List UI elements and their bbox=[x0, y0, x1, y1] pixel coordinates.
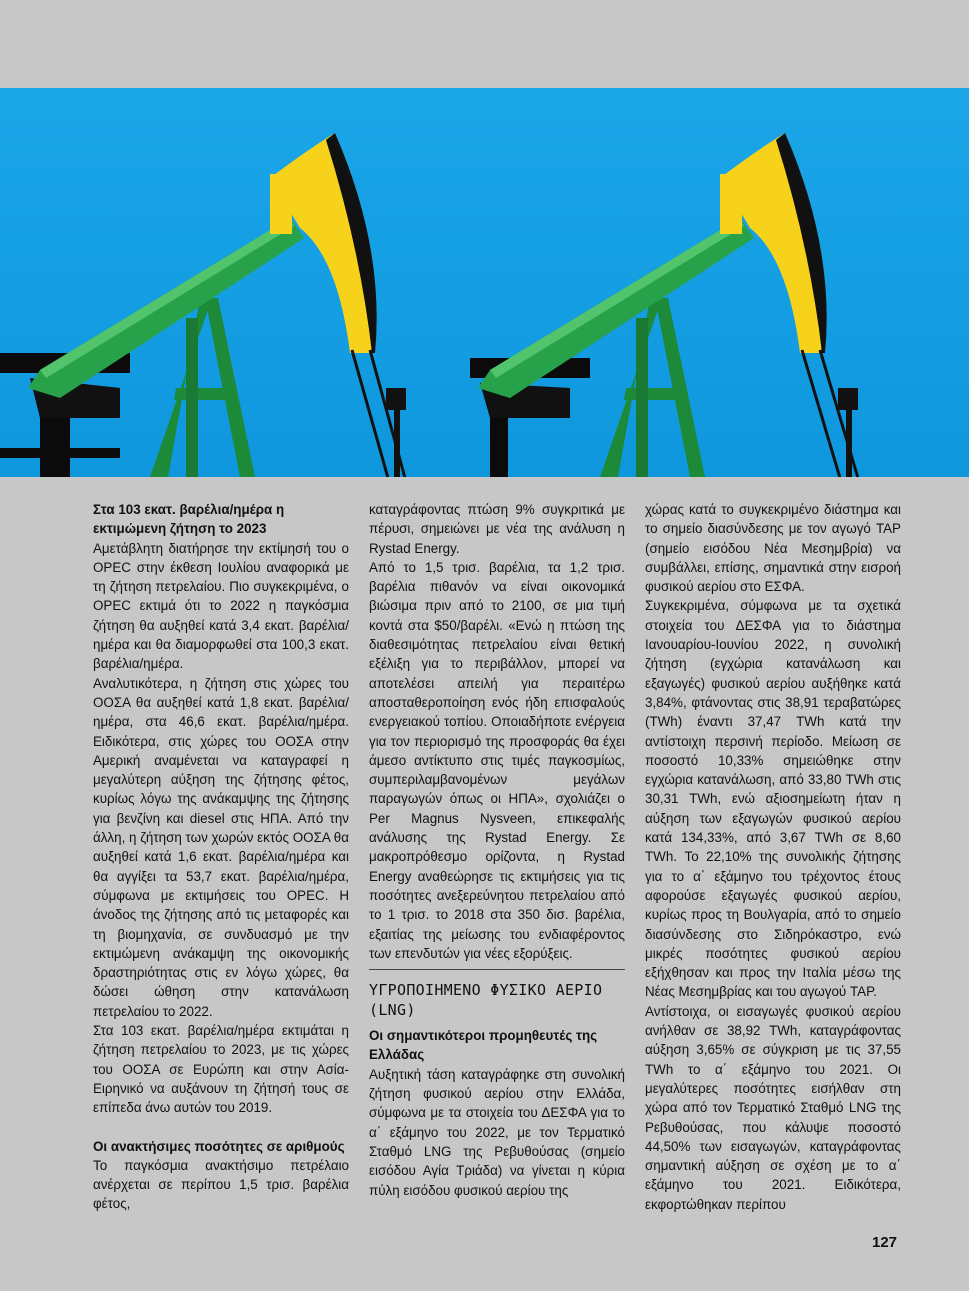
subheading-suppliers: Οι σημαντικότεροι προμηθευτές της Ελλάδας bbox=[369, 1028, 598, 1063]
text-column-2 bbox=[369, 500, 625, 1200]
subheading-demand-2023: Στα 103 εκατ. βαρέλια/ημέρα η εκτιμώμενη ζήτηση το 2023 bbox=[93, 502, 285, 537]
paragraph: Αμετάβλητη διατήρησε την εκτίμησή του ο OPEC στην έκθεση Ιουλίου αναφορικά με τη ζήτηση πετρελαίου. Πιο συγκεκριμένα, ο OPEC εκτιμά ότι το 2022 η παγκόσμια ζήτηση θα αυξηθεί κατά 3,4 εκατ. βαρέλια/ημέρα και θα διαμορφωθεί στα 100,3 εκατ. βαρέλια/ημέρα. bbox=[93, 540, 349, 672]
paragraph: Αναλυτικότερα, η ζήτηση στις χώρες του ΟΟΣΑ θα αυξηθεί κατά 1,8 εκατ. βαρέλια/ημέρα, στα 46,6 εκατ. βαρέλια/ημέρα. Ειδικότερα, στις χώρες του ΟΟΣΑ στην Αμερική αναμένεται να καταγραφεί η μεγαλύτερη αύξηση της ζήτησης φέτος, κυρίως λόγω της ανάκαμψης της ζήτησης για βενζίνη και diesel στις ΗΠΑ. Από την άλλη, η ζήτηση των χωρών εκτός ΟΟΣΑ θα αυξηθεί κατά 1,6 εκατ. βαρέλια/ημέρα και θα αγγίξει τα 53,7 εκατ. βαρέλια/ημέρα, σύμφωνα με εκτιμήσεις του OPEC. Η άνοδος της ζήτησης από τις μεταφορές και τη βιομηχανία, σε συνδυασμό με την εκτιμώμενη ανάκαμψη της οικονομικής δραστηριότητας στις εν λόγω χώρες, θα δώσει ώθηση στην κατανάλωση πετρελαίου το 2022. bbox=[93, 675, 349, 1019]
paragraph: Συγκεκριμένα, σύμφωνα με τα σχετικά στοιχεία του ΔΕΣΦΑ για το διάστημα Ιανουαρίου-Ιουνίου 2022, η συνολική ζήτηση (εγχώρια κατανάλωση και εξαγωγές) φυσικού αερίου αυξήθηκε κατά 3,84%, φτάνοντας στις 38,91 τεραβατώρες (TWh) έναντι 37,47 TWh κατά την αντίστοιχη περσινή περίοδο. Μείωση σε ποσοστό 10,33% σημειώθηκε στην εγχώρια κατανάλωση, από 33,80 TWh στις 30,31 TWh, ενώ αξιοσημείωτη ήταν η αύξηση των εξαγωγών φυσικού αερίου κατά 134,33%, από 3,67 TWh σε 8,60 TWh. Το 22,10% της συνολικής ζήτησης για το α΄ εξάμηνο του τρέχοντος έτους αφορούσε εξαγωγές φυσικού αερίου, κυρίως προς τη Βουλγαρία, από το σημείο διασύνδεσης στο Σιδηρόκαστρο, ενώ μικρές ποσότητες φυσικού αερίου εξήχθησαν και προς την Ιταλία μέσω της Νέας Μεσημβρίας και του αγωγού TAP. bbox=[645, 598, 901, 1000]
paragraph: Από το 1,5 τρισ. βαρέλια, τα 1,2 τρισ. βαρέλια πιθανόν να είναι οικονομικά βιώσιμα πριν από το 2100, σε μια τιμή κοντά στα $50/βαρέλι. «Ενώ η πτώση της διαθεσιμότητας πετρελαίου είναι θετική εξέλιξη για το περιβάλλον, μπορεί να αποτελέσει απειλή για περαιτέρω αποσταθεροποίηση ενός ήδη επισφαλούς ενεργειακού τοπίου. Οποιαδήποτε ενέργεια για τον περιορισμό της προσφοράς θα έχει άμεσο αντίκτυπο στις τιμές παγκοσμίως, συμπεριλαμβανομένων μεγάλων παραγωγών όπως οι ΗΠΑ», σχολιάζει ο Per Magnus Nysveen, επικεφαλής ανάλυσης της Rystad Energy. Σε μακροπρόθεσμο ορίζοντα, η Rystad Energy αναθεώρησε τις εκτιμήσεις για τις ποσότητες ανεξερεύνητου πετρελαίου από το 1 τρισ. το 2018 στα 350 δισ. βαρέλια, εξαιτίας της μείωσης του ενδιαφέροντος των επενδυτών για νέες εξορύξεις. bbox=[369, 559, 625, 961]
paragraph: Αυξητική τάση καταγράφηκε στη συνολική ζήτηση φυσικού αερίου στην Ελλάδα, σύμφωνα με τα στοιχεία του ΔΕΣΦΑ για το α΄ εξάμηνο του 2022, με τον Τερματικό Σταθμό LNG της Ρεβυθούσας (σημείο εισόδου Αγία Τριάδα) να γίνεται η κύρια πύλη εισόδου φυσικού αερίου της bbox=[369, 1066, 625, 1198]
hero-image bbox=[0, 88, 969, 477]
section-divider bbox=[369, 969, 625, 970]
text-column-1 bbox=[93, 500, 349, 1214]
page-number: 127 bbox=[872, 1234, 898, 1251]
paragraph: Το παγκόσμια ανακτήσιμο πετρέλαιο ανέρχεται σε περίπου 1,5 τρισ. βαρέλια φέτος, bbox=[93, 1157, 349, 1212]
paragraph: καταγράφοντας πτώση 9% συγκριτικά με πέρυσι, σημειώνει με νέα της ανάλυση η Rystad Energy. bbox=[369, 502, 625, 556]
paragraph: χώρας κατά το συγκεκριμένο διάστημα και το σημείο διασύνδεσης με τον αγωγό TAP (σημείο εισόδου Νέα Μεσημβρία) να συμβάλλει, επίσης, σημαντικά στην εισροή φυσικού αερίου στο ΕΣΦΑ. bbox=[645, 502, 901, 595]
section-title-lng: ΥΓΡΟΠΟΙΗΜΕΝΟ ΦΥΣΙΚΟ ΑΕΡΙΟ (LNG) bbox=[369, 981, 603, 1020]
subheading-recoverable-quantities: Οι ανακτήσιμες ποσότητες σε αριθμούς bbox=[93, 1138, 345, 1154]
paragraph: Αντίστοιχα, οι εισαγωγές φυσικού αερίου ανήλθαν σε 38,92 TWh, καταγράφοντας αύξηση 3,65% σε σύγκριση με τις 37,55 TWh το α΄ εξάμηνο του 2021. Οι μεγαλύτερες ποσότητες εισήλθαν στη χώρα από τον Τερματικό Σταθμό LNG της Ρεβυθούσας, που κάλυψε ποσοστό 44,50% των εισαγωγών, καταγράφοντας σημαντική αύξηση σε σχέση με το α΄ εξάμηνο του 2021. Ειδικότερα, εκφορτώθηκαν περίπου bbox=[645, 1003, 901, 1212]
paragraph: Στα 103 εκατ. βαρέλια/ημέρα εκτιμάται η ζήτηση πετρελαίου το 2023, με τις χώρες του ΟΟΣΑ σε Ευρώπη και στην Ασία-Ειρηνικό να αυξάνουν τη ζήτησή τους σε επίπεδα άνω αυτών του 2019. bbox=[93, 1023, 349, 1116]
text-column-3 bbox=[645, 500, 901, 1214]
oil-pumpjack-icon bbox=[0, 88, 969, 477]
